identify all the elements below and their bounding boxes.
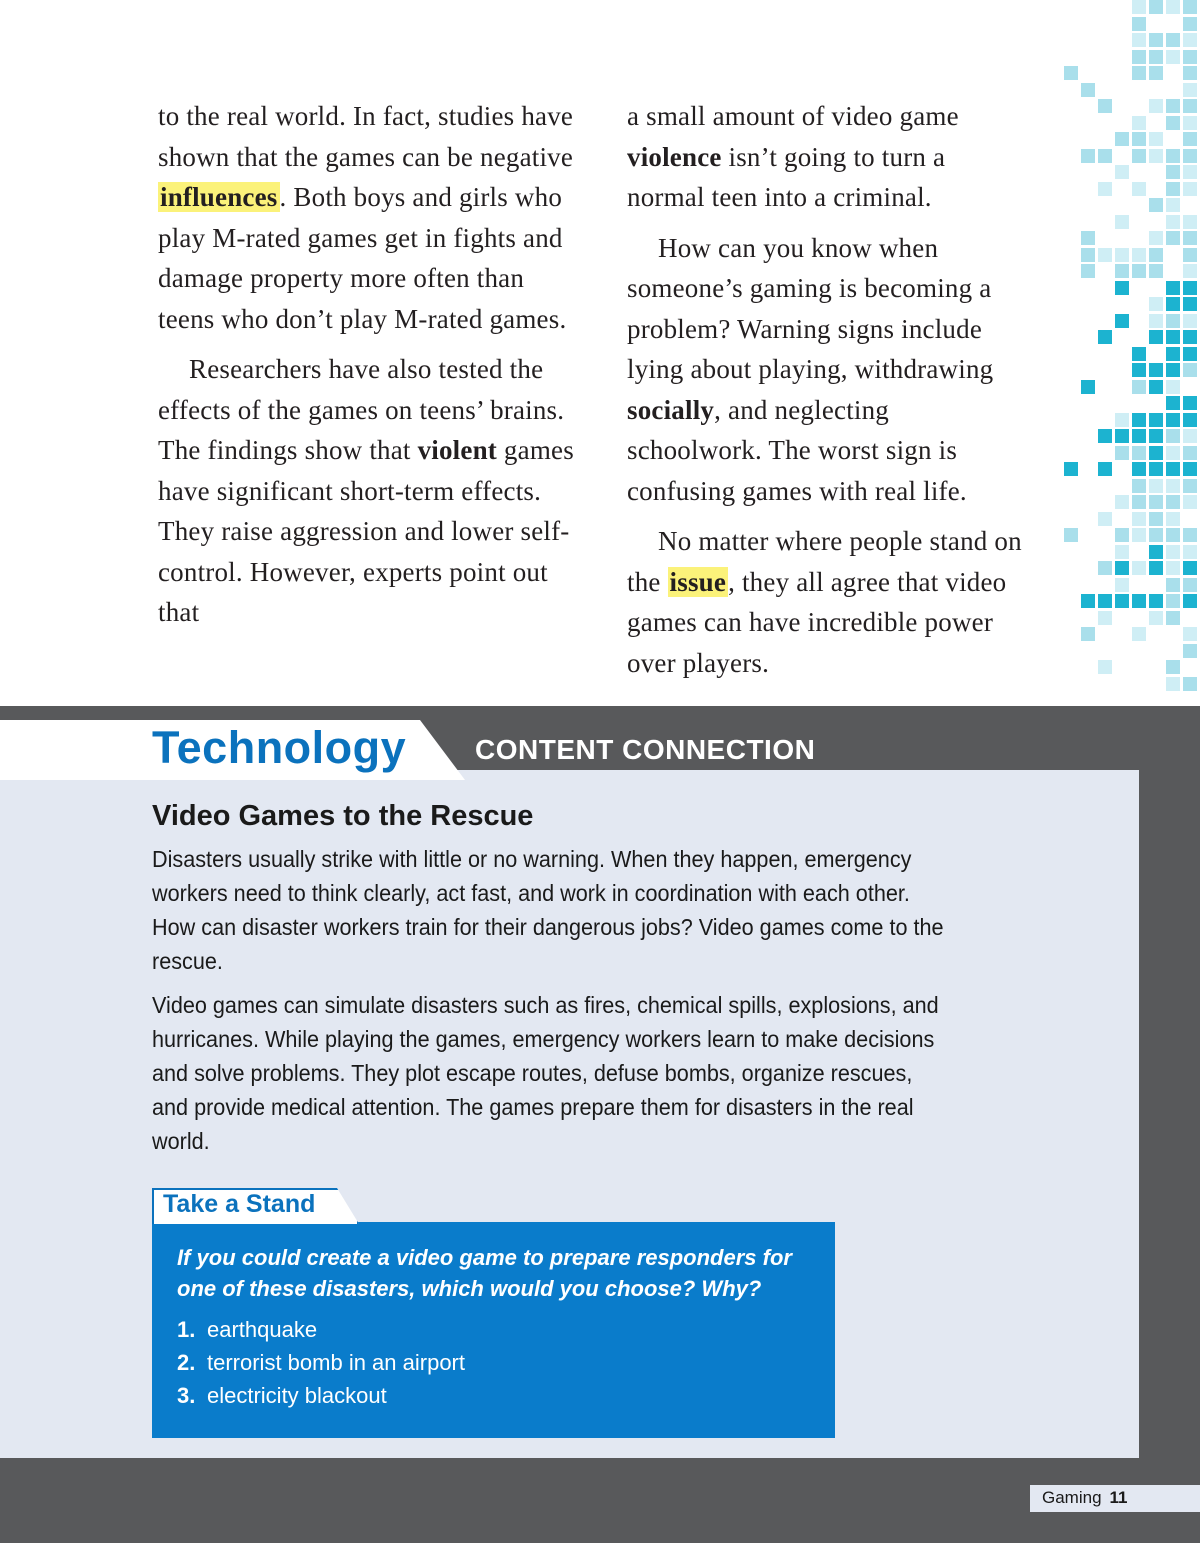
mosaic-pixel bbox=[1183, 413, 1197, 427]
technology-title: Technology bbox=[152, 722, 407, 773]
mosaic-pixel bbox=[1166, 215, 1180, 229]
mosaic-pixel bbox=[1098, 512, 1112, 526]
mosaic-pixel bbox=[1132, 512, 1146, 526]
mosaic-pixel bbox=[1183, 363, 1197, 377]
page-number: 11 bbox=[1109, 1488, 1128, 1507]
mosaic-pixel bbox=[1149, 66, 1163, 80]
mosaic-pixel bbox=[1132, 248, 1146, 262]
mosaic-pixel bbox=[1183, 165, 1197, 179]
mosaic-pixel bbox=[1183, 33, 1197, 47]
mosaic-pixel bbox=[1098, 248, 1112, 262]
mosaic-pixel bbox=[1115, 446, 1129, 460]
mosaic-pixel bbox=[1149, 198, 1163, 212]
feature-heading: Video Games to the Rescue bbox=[152, 800, 534, 832]
mosaic-pixel bbox=[1098, 660, 1112, 674]
mosaic-pixel bbox=[1166, 578, 1180, 592]
mosaic-pixel bbox=[1149, 413, 1163, 427]
mosaic-pixel bbox=[1098, 462, 1112, 476]
mosaic-pixel bbox=[1149, 297, 1163, 311]
mosaic-pixel bbox=[1132, 594, 1146, 608]
mosaic-pixel bbox=[1149, 545, 1163, 559]
mosaic-pixel bbox=[1098, 99, 1112, 113]
mosaic-pixel bbox=[1081, 627, 1095, 641]
panel-frame-bottom bbox=[0, 1458, 1200, 1543]
mosaic-pixel bbox=[1081, 264, 1095, 278]
mosaic-pixel bbox=[1149, 330, 1163, 344]
option-item: 2. terrorist bomb in an airport bbox=[177, 1350, 465, 1375]
mosaic-pixel bbox=[1098, 594, 1112, 608]
mosaic-pixel bbox=[1166, 677, 1180, 691]
mosaic-pixel bbox=[1115, 594, 1129, 608]
feature-body bbox=[152, 842, 951, 1168]
mosaic-pixel bbox=[1166, 50, 1180, 64]
mosaic-pixel bbox=[1115, 545, 1129, 559]
mosaic-pixel bbox=[1149, 561, 1163, 575]
mosaic-pixel bbox=[1166, 149, 1180, 163]
mosaic-pixel bbox=[1183, 17, 1197, 31]
mosaic-pixel bbox=[1183, 528, 1197, 542]
mosaic-pixel bbox=[1166, 330, 1180, 344]
mosaic-pixel bbox=[1064, 462, 1078, 476]
mosaic-pixel bbox=[1081, 248, 1095, 262]
bold-term: violence bbox=[627, 141, 722, 172]
mosaic-pixel bbox=[1166, 512, 1180, 526]
mosaic-pixel bbox=[1183, 594, 1197, 608]
mosaic-pixel bbox=[1166, 561, 1180, 575]
mosaic-pixel bbox=[1183, 50, 1197, 64]
mosaic-pixel bbox=[1166, 198, 1180, 212]
mosaic-pixel bbox=[1064, 528, 1078, 542]
article-paragraph: Researchers have also tested the effects of the games on teens’ brains. The findings show that violent games have significant short-term effects. They raise aggression and lower self-control. However, experts point out that bbox=[158, 354, 574, 627]
mosaic-pixel bbox=[1149, 99, 1163, 113]
mosaic-pixel bbox=[1115, 281, 1129, 295]
mosaic-pixel bbox=[1149, 264, 1163, 278]
mosaic-pixel bbox=[1064, 66, 1078, 80]
mosaic-pixel bbox=[1132, 132, 1146, 146]
mosaic-pixel bbox=[1081, 231, 1095, 245]
mosaic-pixel bbox=[1166, 182, 1180, 196]
mosaic-pixel bbox=[1098, 330, 1112, 344]
mosaic-pixel bbox=[1132, 380, 1146, 394]
mosaic-pixel bbox=[1183, 396, 1197, 410]
mosaic-pixel bbox=[1166, 660, 1180, 674]
option-item: 1. earthquake bbox=[177, 1317, 318, 1342]
mosaic-pixel bbox=[1149, 314, 1163, 328]
mosaic-pixel bbox=[1132, 561, 1146, 575]
take-a-stand-options bbox=[177, 1313, 465, 1412]
mosaic-pixel bbox=[1183, 99, 1197, 113]
mosaic-pixel bbox=[1115, 578, 1129, 592]
article-paragraph: No matter where people stand on the issue, they all agree that video games can have incredible power over players. bbox=[627, 526, 1022, 678]
mosaic-pixel bbox=[1098, 182, 1112, 196]
bold-term: violent bbox=[417, 435, 497, 465]
mosaic-pixel bbox=[1132, 66, 1146, 80]
mosaic-pixel bbox=[1132, 413, 1146, 427]
mosaic-pixel bbox=[1132, 347, 1146, 361]
mosaic-pixel bbox=[1149, 380, 1163, 394]
mosaic-pixel bbox=[1166, 396, 1180, 410]
mosaic-pixel bbox=[1149, 462, 1163, 476]
mosaic-pixel bbox=[1149, 50, 1163, 64]
mosaic-pixel bbox=[1149, 528, 1163, 542]
mosaic-pixel bbox=[1183, 644, 1197, 658]
mosaic-pixel bbox=[1166, 231, 1180, 245]
take-a-stand-label: Take a Stand bbox=[163, 1190, 316, 1218]
mosaic-pixel bbox=[1115, 528, 1129, 542]
mosaic-pixel bbox=[1115, 132, 1129, 146]
mosaic-pixel bbox=[1183, 116, 1197, 130]
mosaic-pixel bbox=[1132, 495, 1146, 509]
feature-paragraph: Disasters usually strike with little or no warning. When they happen, emergency workers need to think clearly, act fast, and work in coordination with each other. How can disaster workers train for their dangerous jobs? Video games come to the rescue. bbox=[152, 846, 944, 974]
mosaic-pixel bbox=[1149, 33, 1163, 47]
mosaic-pixel bbox=[1115, 215, 1129, 229]
mosaic-pixel bbox=[1183, 132, 1197, 146]
mosaic-pixel bbox=[1166, 462, 1180, 476]
mosaic-pixel bbox=[1183, 182, 1197, 196]
mosaic-pixel bbox=[1183, 578, 1197, 592]
mosaic-pixel bbox=[1149, 429, 1163, 443]
mosaic-pixel bbox=[1183, 264, 1197, 278]
mosaic-pixel bbox=[1081, 83, 1095, 97]
take-a-stand-question: If you could create a video game to prepare responders for one of these disasters, which would you choose? Why? bbox=[177, 1245, 792, 1301]
mosaic-pixel bbox=[1166, 479, 1180, 493]
mosaic-pixel bbox=[1166, 0, 1180, 14]
article-paragraph: a small amount of video game violence isn’t going to turn a normal teen into a criminal. bbox=[627, 101, 959, 212]
mosaic-pixel bbox=[1183, 281, 1197, 295]
mosaic-pixel bbox=[1166, 363, 1180, 377]
mosaic-pixel bbox=[1132, 17, 1146, 31]
mosaic-pixel bbox=[1115, 264, 1129, 278]
mosaic-pixel bbox=[1166, 380, 1180, 394]
mosaic-pixel bbox=[1166, 446, 1180, 460]
mosaic-pixel bbox=[1132, 0, 1146, 14]
mosaic-pixel bbox=[1149, 512, 1163, 526]
mosaic-pixel bbox=[1166, 165, 1180, 179]
mosaic-pixel bbox=[1183, 248, 1197, 262]
mosaic-pixel bbox=[1166, 495, 1180, 509]
pixel-mosaic-decoration bbox=[1030, 0, 1200, 705]
mosaic-pixel bbox=[1132, 149, 1146, 163]
mosaic-pixel bbox=[1183, 314, 1197, 328]
mosaic-pixel bbox=[1183, 495, 1197, 509]
mosaic-pixel bbox=[1183, 347, 1197, 361]
mosaic-pixel bbox=[1115, 561, 1129, 575]
mosaic-pixel bbox=[1183, 215, 1197, 229]
mosaic-pixel bbox=[1149, 594, 1163, 608]
mosaic-pixel bbox=[1166, 116, 1180, 130]
mosaic-pixel bbox=[1183, 0, 1197, 14]
mosaic-pixel bbox=[1183, 83, 1197, 97]
mosaic-pixel bbox=[1166, 281, 1180, 295]
mosaic-pixel bbox=[1132, 116, 1146, 130]
mosaic-pixel bbox=[1183, 479, 1197, 493]
mosaic-pixel bbox=[1183, 231, 1197, 245]
mosaic-pixel bbox=[1183, 561, 1197, 575]
mosaic-pixel bbox=[1183, 446, 1197, 460]
mosaic-pixel bbox=[1132, 264, 1146, 278]
mosaic-pixel bbox=[1132, 33, 1146, 47]
mosaic-pixel bbox=[1115, 165, 1129, 179]
mosaic-pixel bbox=[1166, 611, 1180, 625]
mosaic-pixel bbox=[1149, 479, 1163, 493]
mosaic-pixel bbox=[1115, 248, 1129, 262]
mosaic-pixel bbox=[1183, 545, 1197, 559]
mosaic-pixel bbox=[1166, 528, 1180, 542]
mosaic-pixel bbox=[1132, 627, 1146, 641]
mosaic-pixel bbox=[1183, 330, 1197, 344]
mosaic-pixel bbox=[1149, 149, 1163, 163]
article-paragraph: How can you know when someone’s gaming is becoming a problem? Warning signs include lying about playing, withdrawing socially, and neglecting schoolwork. The worst sign is confusing games with real life. bbox=[627, 232, 994, 506]
mosaic-pixel bbox=[1166, 347, 1180, 361]
bold-term: socially bbox=[627, 394, 715, 425]
mosaic-pixel bbox=[1166, 33, 1180, 47]
footer-section-name: Gaming bbox=[1042, 1488, 1102, 1507]
mosaic-pixel bbox=[1081, 380, 1095, 394]
mosaic-pixel bbox=[1183, 429, 1197, 443]
mosaic-pixel bbox=[1098, 611, 1112, 625]
mosaic-pixel bbox=[1166, 314, 1180, 328]
content-connection-label: CONTENT CONNECTION bbox=[475, 734, 816, 765]
mosaic-pixel bbox=[1166, 297, 1180, 311]
mosaic-pixel bbox=[1132, 446, 1146, 460]
highlighted-term: issue bbox=[669, 566, 727, 597]
mosaic-pixel bbox=[1183, 149, 1197, 163]
mosaic-pixel bbox=[1183, 677, 1197, 691]
mosaic-pixel bbox=[1166, 99, 1180, 113]
mosaic-pixel bbox=[1132, 429, 1146, 443]
mosaic-pixel bbox=[1149, 495, 1163, 509]
option-item: 3. electricity blackout bbox=[177, 1383, 387, 1408]
mosaic-pixel bbox=[1166, 545, 1180, 559]
mosaic-pixel bbox=[1098, 429, 1112, 443]
mosaic-pixel bbox=[1149, 0, 1163, 14]
mosaic-pixel bbox=[1149, 446, 1163, 460]
mosaic-pixel bbox=[1166, 429, 1180, 443]
mosaic-pixel bbox=[1183, 297, 1197, 311]
mosaic-pixel bbox=[1081, 594, 1095, 608]
mosaic-pixel bbox=[1166, 413, 1180, 427]
article-left-column bbox=[158, 96, 583, 643]
mosaic-pixel bbox=[1132, 462, 1146, 476]
mosaic-pixel bbox=[1183, 627, 1197, 641]
mosaic-pixel bbox=[1115, 429, 1129, 443]
mosaic-pixel bbox=[1115, 314, 1129, 328]
mosaic-pixel bbox=[1149, 363, 1163, 377]
mosaic-pixel bbox=[1132, 182, 1146, 196]
mosaic-pixel bbox=[1132, 50, 1146, 64]
mosaic-pixel bbox=[1115, 495, 1129, 509]
mosaic-pixel bbox=[1132, 363, 1146, 377]
page-footer bbox=[1042, 1488, 1128, 1508]
article-right-column bbox=[627, 96, 1027, 693]
mosaic-pixel bbox=[1132, 479, 1146, 493]
mosaic-pixel bbox=[1132, 528, 1146, 542]
mosaic-pixel bbox=[1149, 248, 1163, 262]
article-paragraph: to the real world. In fact, studies have shown that the games can be negative influences. Both boys and girls who play M-rated games get in fights and damage property more often than teens who don’t play M-rated games. bbox=[158, 101, 574, 334]
mosaic-pixel bbox=[1081, 149, 1095, 163]
mosaic-pixel bbox=[1115, 413, 1129, 427]
panel-frame-right bbox=[1139, 706, 1200, 1543]
mosaic-pixel bbox=[1149, 611, 1163, 625]
mosaic-pixel bbox=[1149, 231, 1163, 245]
mosaic-pixel bbox=[1183, 66, 1197, 80]
mosaic-pixel bbox=[1098, 561, 1112, 575]
mosaic-pixel bbox=[1098, 149, 1112, 163]
mosaic-pixel bbox=[1166, 594, 1180, 608]
mosaic-pixel bbox=[1149, 132, 1163, 146]
feature-paragraph: Video games can simulate disasters such as fires, chemical spills, explosions, and hurricanes. While playing the games, emergency workers learn to make decisions and solve problems. They plot escape routes, defuse bombs, organize rescues, and provide medical attention. The games prepare them for disasters in the real world. bbox=[152, 992, 939, 1154]
highlighted-term: influences bbox=[160, 182, 278, 212]
mosaic-pixel bbox=[1183, 462, 1197, 476]
